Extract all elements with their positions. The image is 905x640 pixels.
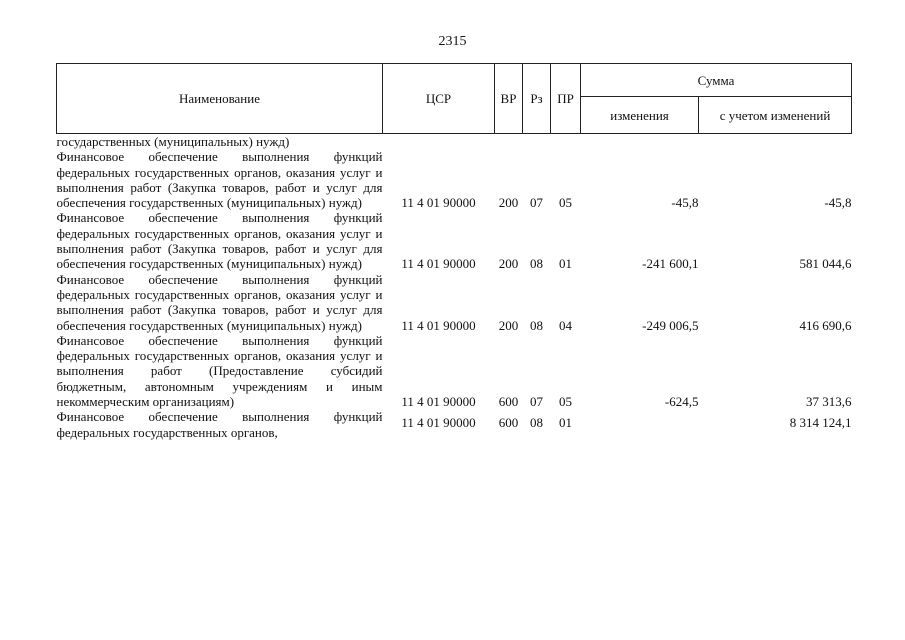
continuation-text: государственных (муниципальных) нужд) xyxy=(56,134,290,149)
row-csr: 11 4 01 90000 xyxy=(401,256,476,272)
row-vr: 200 xyxy=(498,195,519,211)
table-row xyxy=(57,409,852,440)
row-vr: 200 xyxy=(498,256,519,272)
row-name: Финансовое обеспечение выполнения функций федеральных государственных органов, оказания услуг и выполнения работ (Предоставление субсидий бюджетным, автономным учреждениям и иным некоммерческим организациям) xyxy=(56,332,383,410)
row-pr: 04 xyxy=(559,317,572,333)
table-row xyxy=(57,210,852,271)
row-rz: 08 xyxy=(530,317,543,333)
table-header xyxy=(57,64,852,134)
row-rz: 08 xyxy=(530,415,543,431)
row-change: -624,5 xyxy=(664,394,699,410)
row-name: Финансовое обеспечение выполнения функций федеральных государственных органов, оказания услуг и выполнения работ (Закупка товаров, работ и услуг для обеспечения государственных (муниципальных) нужд) xyxy=(56,149,383,211)
row-name: Финансовое обеспечение выполнения функций федеральных государственных органов, xyxy=(56,409,383,440)
row-change: -249 006,5 xyxy=(642,317,699,333)
row-rz: 08 xyxy=(530,256,543,272)
continuation-row xyxy=(57,134,852,150)
row-csr: 11 4 01 90000 xyxy=(401,394,476,410)
table-body xyxy=(57,134,852,440)
row-pr: 05 xyxy=(559,195,572,211)
header-pr: ПР xyxy=(551,64,581,134)
page-number: 2315 xyxy=(438,34,467,49)
row-pr: 05 xyxy=(559,394,572,410)
table-row xyxy=(57,272,852,333)
row-rz: 07 xyxy=(530,394,543,410)
header-change: изменения xyxy=(581,97,699,134)
header-vr: ВР xyxy=(495,64,523,134)
table-row xyxy=(57,149,852,210)
row-with-change: 8 314 124,1 xyxy=(789,415,852,431)
header-csr: ЦСР xyxy=(383,64,495,134)
header-name: Наименование xyxy=(57,64,383,134)
row-with-change: 37 313,6 xyxy=(806,394,852,410)
header-rz: Рз xyxy=(523,64,551,134)
row-csr: 11 4 01 90000 xyxy=(401,415,476,431)
row-pr: 01 xyxy=(559,256,572,272)
row-vr: 600 xyxy=(498,415,519,431)
row-change xyxy=(581,409,699,440)
row-name: Финансовое обеспечение выполнения функций федеральных государственных органов, оказания услуг и выполнения работ (Закупка товаров, работ и услуг для обеспечения государственных (муниципальных) нужд) xyxy=(56,210,383,272)
header-with-change: с учетом изменений xyxy=(699,97,852,134)
row-pr: 01 xyxy=(559,415,572,431)
row-with-change: 416 690,6 xyxy=(799,317,852,333)
budget-table xyxy=(56,63,852,440)
row-csr: 11 4 01 90000 xyxy=(401,195,476,211)
row-with-change: 581 044,6 xyxy=(799,256,852,272)
row-name: Финансовое обеспечение выполнения функций федеральных государственных органов, оказания услуг и выполнения работ (Закупка товаров, работ и услуг для обеспечения государственных (муниципальных) нужд) xyxy=(56,271,383,333)
table-row xyxy=(57,333,852,409)
row-vr: 600 xyxy=(498,394,519,410)
row-change: -241 600,1 xyxy=(642,256,699,272)
row-csr: 11 4 01 90000 xyxy=(401,317,476,333)
row-vr: 200 xyxy=(498,317,519,333)
row-change: -45,8 xyxy=(671,195,699,211)
row-rz: 07 xyxy=(530,195,543,211)
row-with-change: -45,8 xyxy=(824,195,852,211)
header-sum: Сумма xyxy=(581,64,852,97)
